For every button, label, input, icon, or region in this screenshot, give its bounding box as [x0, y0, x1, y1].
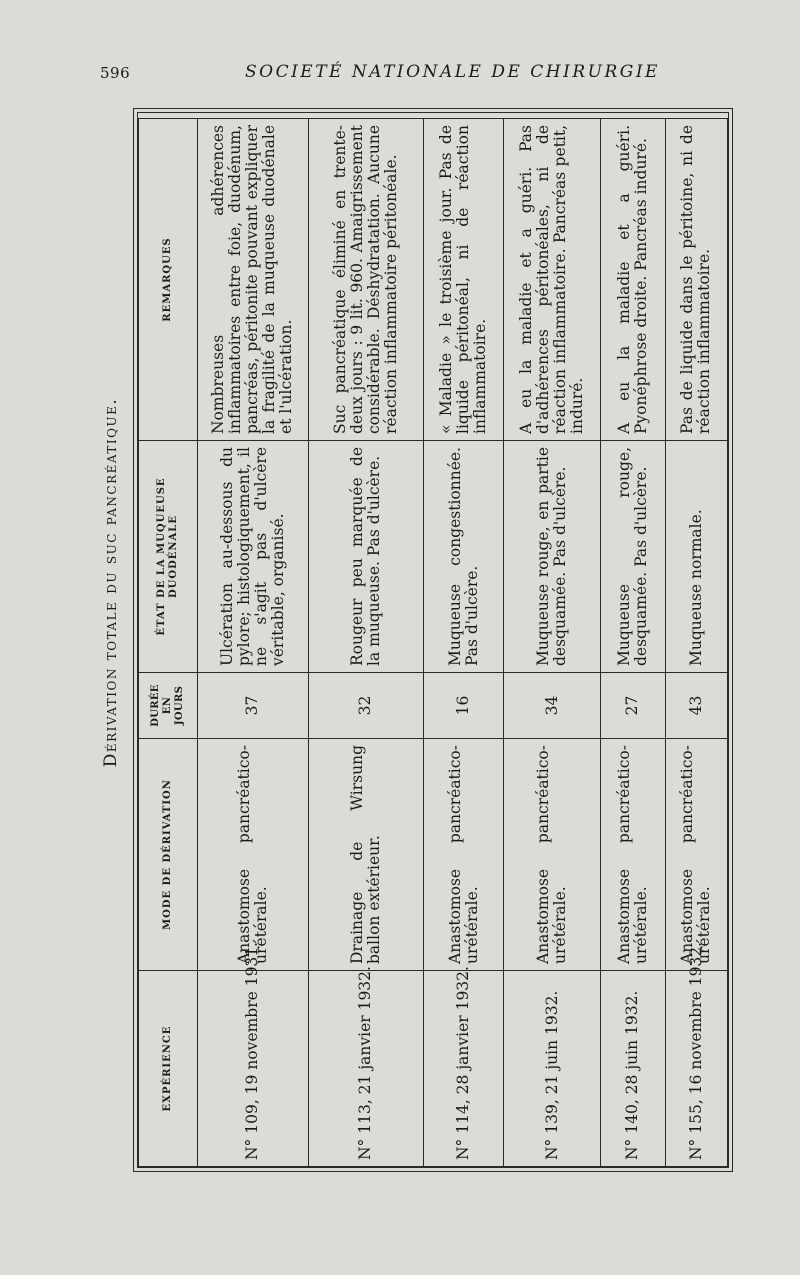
- cell-duree: 27: [601, 673, 666, 739]
- cell-etat: Ulcération au-dessous du pylore; histologiquement, il ne s'agit pas d'ulcère véritable, organisé.: [198, 441, 309, 673]
- cell-remarques: Suc pancréatique éliminé en trente-deux jours : 9 lit. 960. Amaigrissement considérable. Déshydratation. Aucune réaction inflammatoire péritonéale.: [308, 119, 423, 441]
- cell-mode: Drainage de Wirsung ballon extérieur.: [308, 739, 423, 971]
- cell-remarques: A eu la maladie et a guéri. Pyonéphrose droite. Pancréas induré.: [601, 119, 666, 441]
- cell-remarques: A eu la maladie et a guéri. Pas d'adhérences péritonéales, ni de réaction inflammatoire. Pancréas petit, induré.: [504, 119, 601, 441]
- cell-experience: N° 140, 28 juin 1932.: [601, 971, 666, 1167]
- cell-etat: Muqueuse rouge, en partie desquamée. Pas d'ulcère.: [504, 441, 601, 673]
- rotated-table-wrapper: [138, 119, 728, 1167]
- cell-experience: N° 114, 28 janvier 1932.: [423, 971, 504, 1167]
- column-header-duree: DURÉE EN JOURS: [139, 673, 198, 739]
- cell-mode: Anastomose pancréatico-urétérale.: [601, 739, 666, 971]
- table-title: Dérivation totale du suc pancréatique.: [101, 397, 121, 768]
- cell-duree: 43: [665, 673, 727, 739]
- table-row: [308, 119, 423, 1167]
- cell-mode: Anastomose pancréatico-urétérale.: [423, 739, 504, 971]
- table-row: [504, 119, 601, 1167]
- column-header-mode: MODE DE DÉRIVATION: [139, 739, 198, 971]
- page-number: 596: [100, 64, 131, 82]
- column-header-experience: EXPÉRIENCE: [139, 971, 198, 1167]
- cell-experience: N° 113, 21 janvier 1932.: [308, 971, 423, 1167]
- table-row: [601, 119, 666, 1167]
- cell-duree: 34: [504, 673, 601, 739]
- cell-remarques: « Maladie » le troisième jour. Pas de liquide péritonéal, ni de réaction inflammatoire.: [423, 119, 504, 441]
- cell-duree: 16: [423, 673, 504, 739]
- cell-duree: 32: [308, 673, 423, 739]
- cell-remarques: Pas de liquide dans le péritoine, ni de réaction inflammatoire.: [665, 119, 727, 441]
- column-header-remarques: REMARQUES: [139, 119, 198, 441]
- cell-etat: Muqueuse congestionnée. Pas d'ulcère.: [423, 441, 504, 673]
- cell-experience: N° 155, 16 novembre 1932.: [665, 971, 727, 1167]
- table-row: [423, 119, 504, 1167]
- table-row: [198, 119, 309, 1167]
- cell-mode: Anastomose pancréatico-urétérale.: [665, 739, 727, 971]
- running-title: SOCIETÉ NATIONALE DE CHIRURGIE: [245, 62, 660, 82]
- cell-mode: Anastomose pancréatico-urétérale.: [198, 739, 309, 971]
- cell-experience: N° 139, 21 juin 1932.: [504, 971, 601, 1167]
- cell-etat: Muqueuse rouge, desquamée. Pas d'ulcère.: [601, 441, 666, 673]
- table-header-row: [139, 119, 198, 1167]
- cell-mode: Anastomose pancréatico-urétérale.: [504, 739, 601, 971]
- cell-etat: Muqueuse normale.: [665, 441, 727, 673]
- table-row: [665, 119, 727, 1167]
- cell-experience: N° 109, 19 novembre 1931.: [198, 971, 309, 1167]
- results-table: [138, 118, 728, 1167]
- cell-etat: Rougeur peu marquée de la muqueuse. Pas d'ulcère.: [308, 441, 423, 673]
- cell-duree: 37: [198, 673, 309, 739]
- cell-remarques: Nombreuses adhérences inflammatoires entre foie, duodénum, pancréas, péritonite pouvant expliquer la fragilité de la muqueuse duodénale et l'ulcération.: [198, 119, 309, 441]
- column-header-etat: ÉTAT DE LA MUQUEUSE DUODÉNALE: [139, 441, 198, 673]
